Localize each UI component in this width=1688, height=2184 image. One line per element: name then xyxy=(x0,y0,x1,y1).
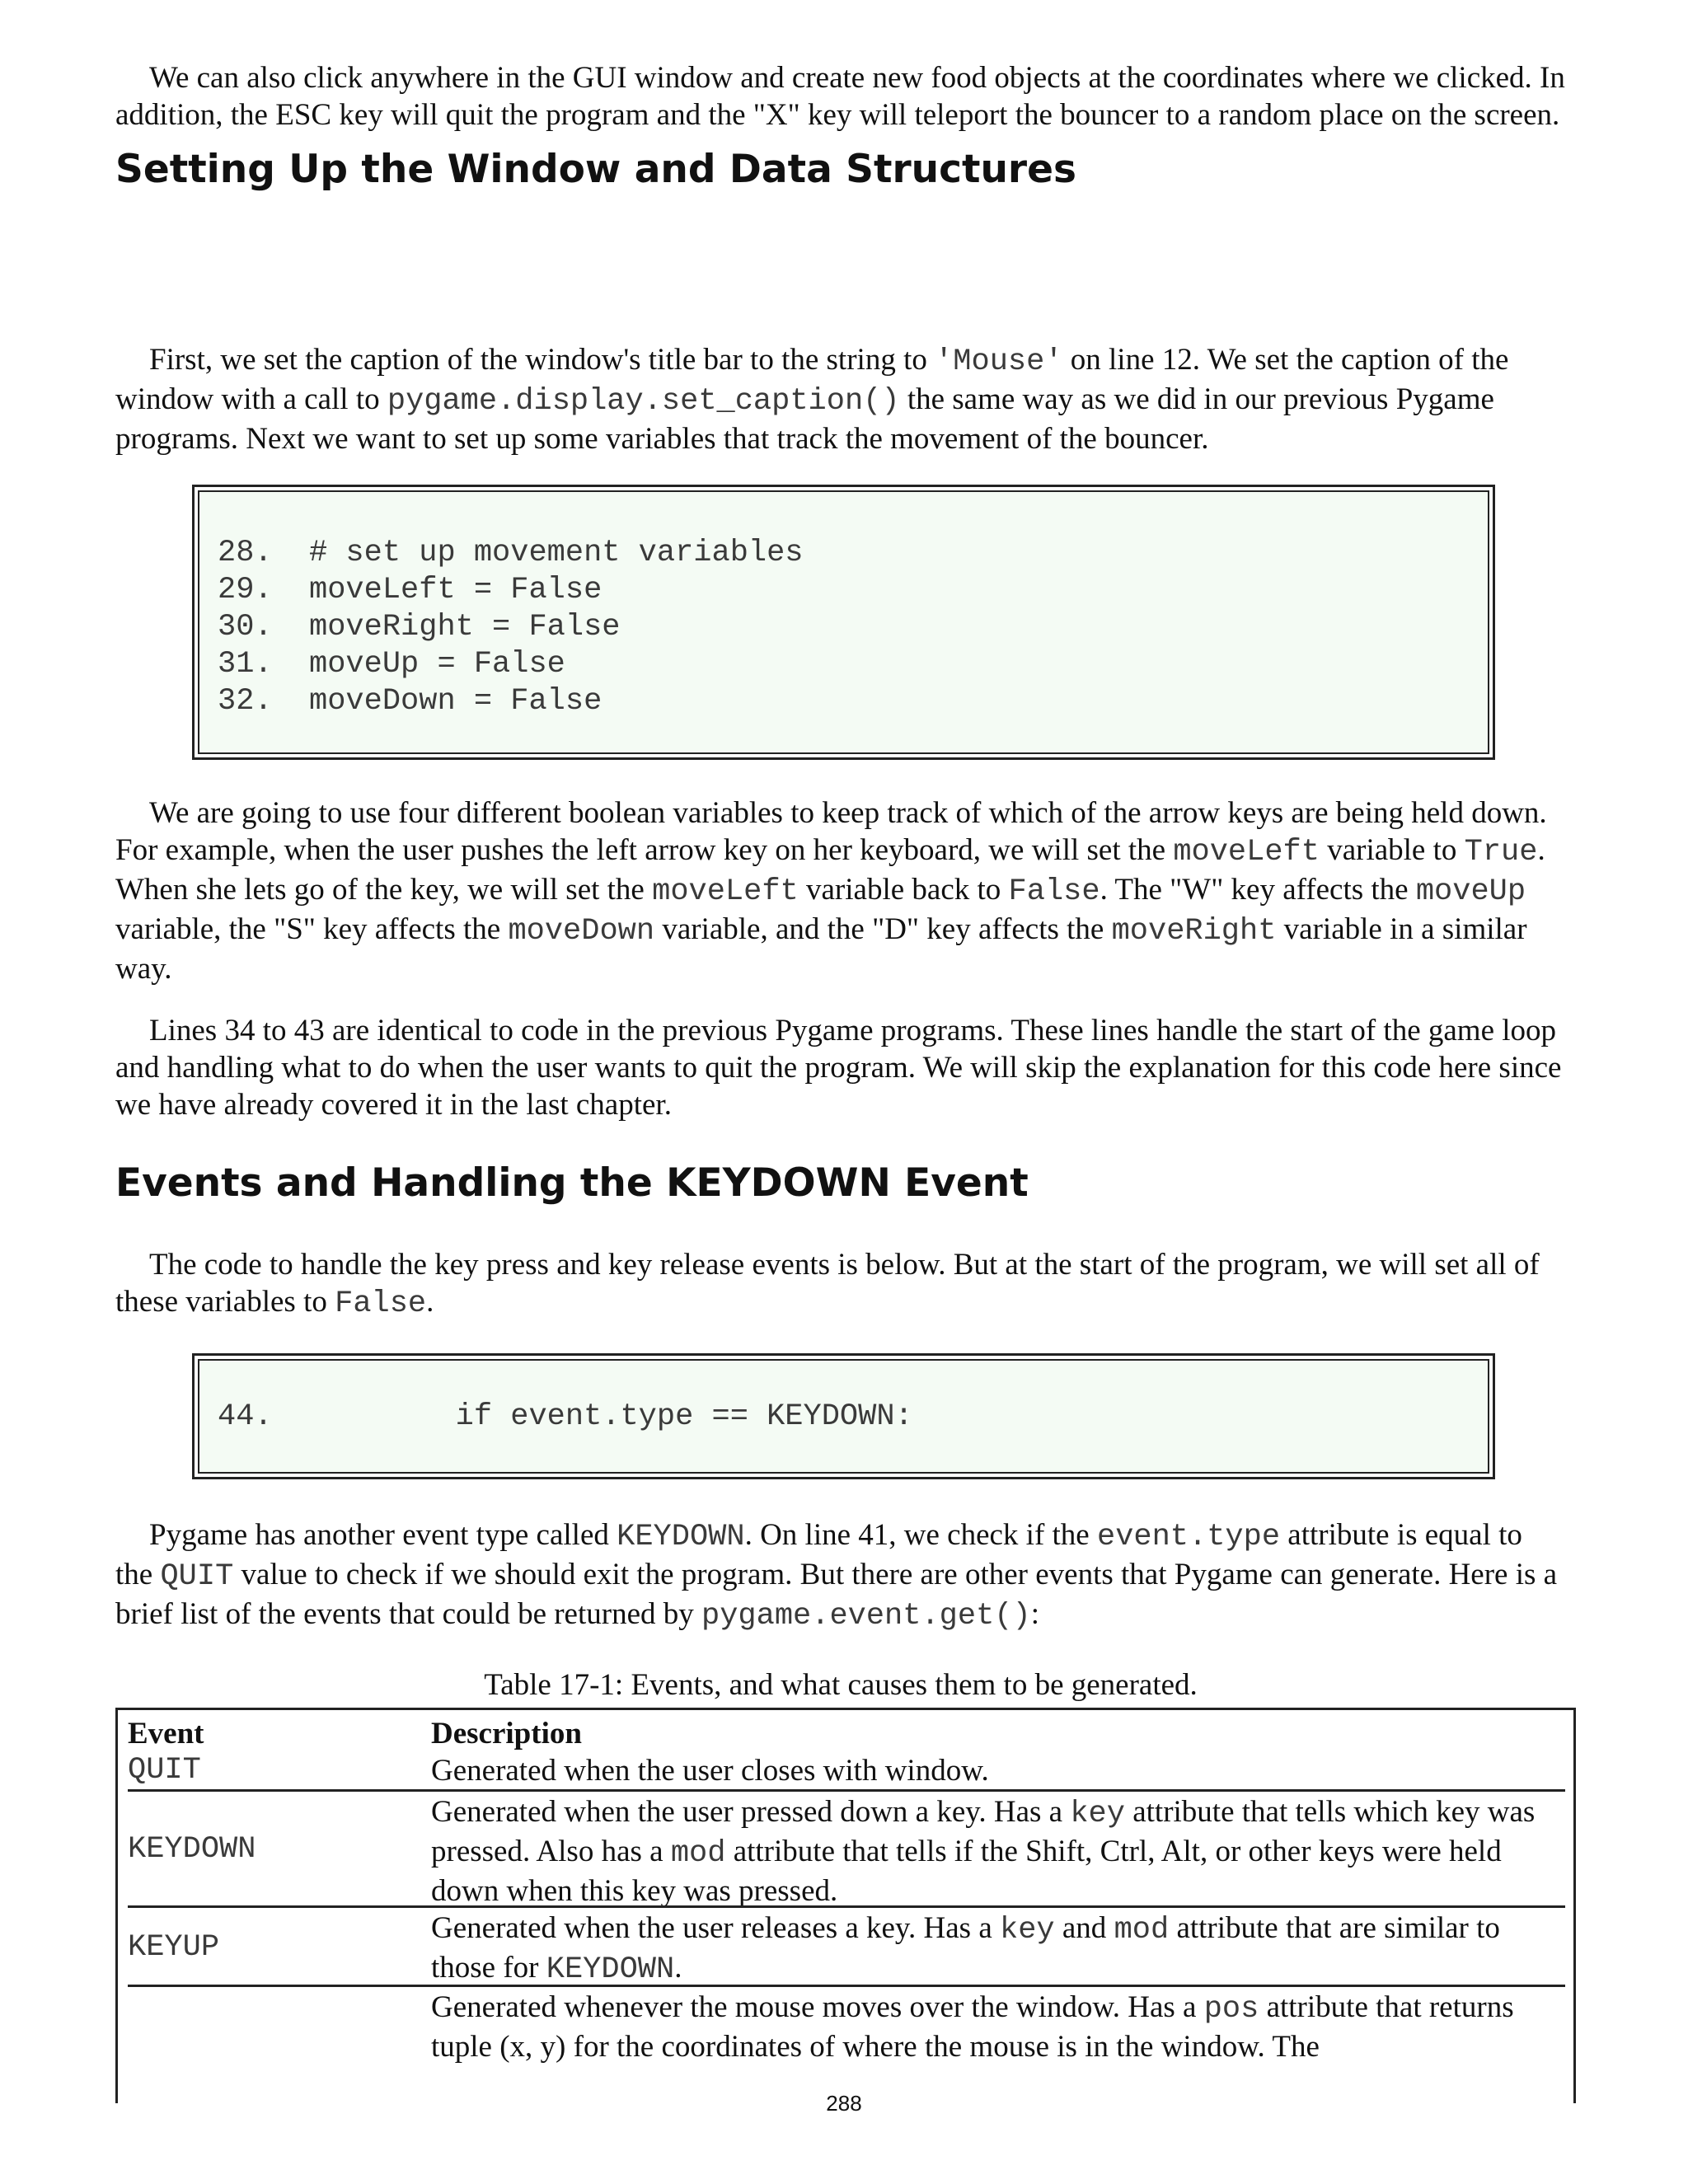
text-run: attribute is equal to the xyxy=(115,1518,1522,1591)
text-run: the same way as we did in our previous Pygame programs. Next we want to set up some variables that track the movement of the bouncer. xyxy=(115,382,1494,456)
event-types-paragraph xyxy=(115,1516,1566,1635)
section-heading-events: Events and Handling the KEYDOWN Event xyxy=(115,1160,1029,1206)
event-description xyxy=(431,1793,1565,1910)
text-run: Generated when the user pressed down a key. Has a xyxy=(431,1795,1071,1829)
inline-code: pygame.display.set_caption() xyxy=(387,384,900,419)
text-run: and xyxy=(1054,1911,1114,1945)
text-run: . On line 41, we check if the xyxy=(744,1518,1097,1552)
inline-code: False xyxy=(335,1286,427,1321)
text-run: attribute that tells if the Shift, Ctrl, Alt, or other keys were held down when this key was pressed. xyxy=(431,1835,1502,1908)
text-run: The code to handle the key press and key release events is below. But at the start of the program, we will set all of these variables to xyxy=(115,1248,1540,1319)
table-row xyxy=(128,1905,1565,1987)
text-run: variable in a similar way. xyxy=(115,912,1527,986)
inline-code: moveUp xyxy=(1415,874,1526,909)
code-line: 28. # set up movement variables xyxy=(218,536,804,570)
text-run: variable back to xyxy=(798,873,1009,907)
text-run: attribute that returns tuple (x, y) for the coordinates of where the mouse is in the window. The xyxy=(431,1990,1514,2064)
inline-code: pygame.event.get() xyxy=(701,1599,1031,1633)
inline-code: KEYDOWN xyxy=(617,1520,745,1554)
text-run: attribute that are similar to those for xyxy=(431,1911,1500,1985)
inline-code: mod xyxy=(1114,1913,1170,1947)
boolean-variables-paragraph xyxy=(115,794,1566,987)
text-run: on line 12. We set the caption of the window with a call to xyxy=(115,343,1509,416)
inline-code: key xyxy=(1070,1797,1125,1831)
table-header-row xyxy=(128,1715,1565,1789)
inline-code: moveLeft xyxy=(652,874,799,909)
text-run: Generated whenever the mouse moves over the window. Has a xyxy=(431,1990,1204,2024)
inline-code: True xyxy=(1464,835,1538,869)
inline-code: moveLeft xyxy=(1173,835,1320,869)
table-caption: Table 17-1: Events, and what causes them to be generated. xyxy=(484,1668,1198,1702)
code-block-keydown xyxy=(192,1353,1495,1479)
code-line: 29. moveLeft = False xyxy=(218,573,603,607)
event-description xyxy=(431,1910,1565,1989)
text-run: variable to xyxy=(1319,833,1465,867)
inline-code: False xyxy=(1008,874,1100,909)
setup-paragraph xyxy=(115,341,1566,457)
events-intro-paragraph xyxy=(115,1246,1566,1323)
text-run: . xyxy=(674,1951,682,1985)
event-description xyxy=(431,1989,1565,2065)
event-name: KEYDOWN xyxy=(128,1832,256,1867)
text-run: value to check if we should exit the program. But there are other events that Pygame can generate. Here is a brief list of the events that could be returned by xyxy=(115,1558,1558,1631)
header-event: Event xyxy=(128,1717,204,1750)
event-name: QUIT xyxy=(128,1753,201,1788)
text-run: We are going to use four different boolean variables to keep track of which of the arrow keys are being held down. For example, when the user pushes the left arrow key on her keyboard, we will set the xyxy=(115,796,1547,867)
code-line: 31. moveUp = False xyxy=(218,647,565,682)
text-run: Generated when the user releases a key. Has a xyxy=(431,1911,1000,1945)
text-run: variable, and the "D" key affects the xyxy=(654,912,1112,946)
inline-code: KEYDOWN xyxy=(546,1952,675,1987)
text-run: . The "W" key affects the xyxy=(1100,873,1416,907)
section-heading-setup: Setting Up the Window and Data Structures xyxy=(115,147,1076,192)
text-run: : xyxy=(1030,1597,1039,1631)
text-run: attribute that tells which key was pressed. Also has a xyxy=(431,1795,1536,1868)
table-row xyxy=(128,1789,1565,1907)
text-run: Pygame has another event type called xyxy=(149,1518,617,1552)
inline-code: 'Mouse' xyxy=(935,344,1063,379)
header-description: Description xyxy=(431,1717,582,1750)
code-block-movement-variables xyxy=(192,485,1495,760)
inline-code: QUIT xyxy=(160,1559,234,1594)
text-run: . xyxy=(426,1285,434,1319)
inline-code: mod xyxy=(670,1836,726,1871)
inline-code: moveDown xyxy=(508,914,655,949)
intro-paragraph: We can also click anywhere in the GUI window and create new food objects at the coordinates where we clicked. In addition, the ESC key will quit the program and the "X" key will teleport the bouncer to a random place on the screen. xyxy=(115,61,1565,132)
event-name: KEYUP xyxy=(128,1930,220,1965)
inline-code: pos xyxy=(1203,1992,1259,2027)
inline-code: event.type xyxy=(1096,1520,1281,1554)
inline-code: moveRight xyxy=(1111,914,1277,949)
page-number: 288 xyxy=(826,2091,862,2116)
code-line: 44. if event.type == KEYDOWN: xyxy=(218,1399,913,1434)
text-run: . When she lets go of the key, we will set the xyxy=(115,833,1545,907)
text-run: variable, the "S" key affects the xyxy=(115,912,509,946)
game-loop-paragraph: Lines 34 to 43 are identical to code in the previous Pygame programs. These lines handle the start of the game loop and handling what to do when the user wants to quit the program. We will skip the explanation for this code here since we have already covered it in the last chapter. xyxy=(115,1014,1562,1122)
inline-code: key xyxy=(1000,1913,1055,1947)
code-line: 32. moveDown = False xyxy=(218,684,603,719)
code-line: 30. moveRight = False xyxy=(218,610,621,644)
event-description: Generated when the user closes with window. xyxy=(431,1754,989,1788)
text-run: First, we set the caption of the window's title bar to the string to xyxy=(149,343,935,377)
events-table xyxy=(115,1708,1576,2103)
